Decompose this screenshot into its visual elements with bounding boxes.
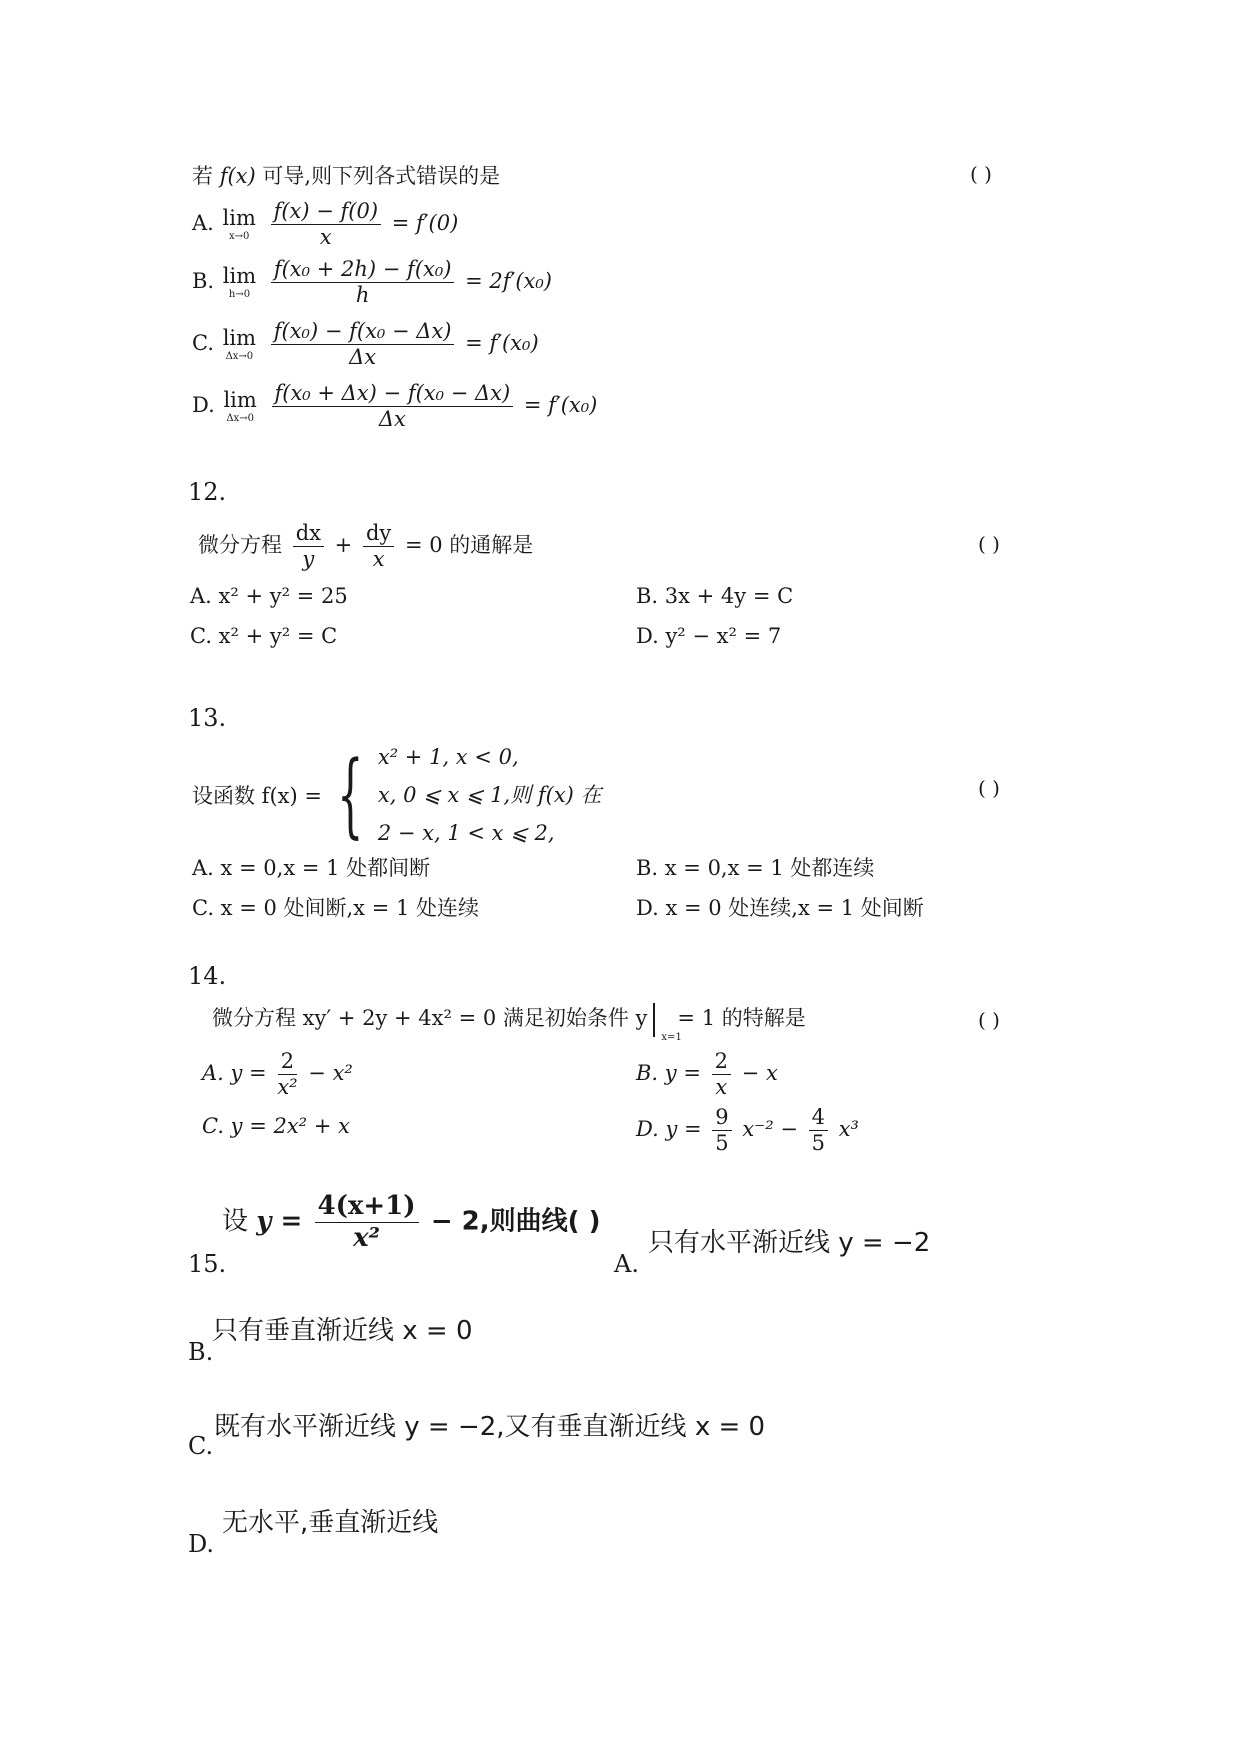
numerator: 2 <box>278 1050 297 1075</box>
q11-stem <box>192 160 500 190</box>
q12-option-c[interactable]: C. x² + y² = C <box>190 624 338 648</box>
q15-option-c-label[interactable]: C. <box>188 1432 214 1460</box>
rhs: = f′(x₀) <box>523 393 598 418</box>
q15-option-c-text[interactable]: 既有水平渐近线 y = −2,又有垂直渐近线 x = 0 <box>214 1412 766 1442</box>
lim-text: lim <box>223 387 257 412</box>
q15-option-b-label[interactable]: B. <box>188 1338 214 1366</box>
q14-option-c[interactable] <box>202 1114 350 1138</box>
option-text: C. y = 2x² + x <box>202 1114 350 1138</box>
denominator: 5 <box>811 1131 826 1156</box>
limit-operator <box>222 263 257 300</box>
q15-y-eq: y = <box>256 1206 303 1237</box>
q11-option-c[interactable] <box>192 320 539 369</box>
q15-option-a-text[interactable]: 只有水平渐近线 y = −2 <box>648 1228 931 1258</box>
option-rest: x³ <box>838 1117 859 1142</box>
limit-operator <box>222 325 257 362</box>
fraction <box>809 1106 828 1155</box>
q13-option-c[interactable]: C. x = 0 处间断,x = 1 处连续 <box>192 896 479 920</box>
q15-option-a-label[interactable]: A. <box>614 1250 639 1278</box>
q12-option-b[interactable]: B. 3x + 4y = C <box>636 584 794 608</box>
lim-text: lim <box>222 263 257 288</box>
option-label: D. <box>192 393 215 418</box>
q12-stem <box>198 522 533 571</box>
case-row: x² + 1, x < 0, <box>377 745 519 769</box>
option-label: B. y = <box>636 1061 701 1086</box>
plus-sign: + <box>334 533 353 558</box>
numerator: 4(x+1) <box>315 1192 419 1223</box>
q14-option-d[interactable] <box>636 1106 859 1155</box>
q12-number: 12. <box>188 478 227 506</box>
q15-option-b-text[interactable]: 只有垂直渐近线 x = 0 <box>212 1316 473 1346</box>
q11-stem-suffix: 可导,则下列各式错误的是 <box>262 164 501 188</box>
denominator: Δx <box>378 407 406 432</box>
option-label: A. <box>192 211 214 236</box>
q15-stem-prefix: 设 <box>222 1206 249 1237</box>
fraction <box>271 200 381 249</box>
q14-stem-prefix: 微分方程 xy′ + 2y + 4x² = 0 满足初始条件 y <box>212 1006 648 1030</box>
numerator: f(x₀ + 2h) − f(x₀) <box>271 258 455 283</box>
fraction <box>277 1050 297 1099</box>
q13-stem <box>192 738 602 852</box>
denominator: Δx <box>349 345 377 370</box>
rhs: = f′(0) <box>391 211 459 236</box>
q15-number: 15. <box>188 1250 227 1278</box>
numerator: f(x₀) − f(x₀ − Δx) <box>271 320 455 345</box>
q11-option-d[interactable] <box>192 382 597 431</box>
q11-stem-fx: f(x) <box>219 164 256 188</box>
numerator: 2 <box>712 1050 731 1075</box>
numerator: 9 <box>712 1106 731 1131</box>
piecewise-cases <box>378 738 602 852</box>
denominator: x <box>319 225 332 250</box>
denominator: h <box>355 283 370 308</box>
q13-stem-prefix: 设函数 f(x) = <box>192 784 322 808</box>
q11-answer-paren: ( ) <box>970 162 992 186</box>
denominator: x² <box>277 1075 298 1100</box>
q12-answer-paren: ( ) <box>978 532 1000 556</box>
option-mid: x⁻² − <box>742 1117 798 1142</box>
lim-subscript: Δx→0 <box>225 350 254 362</box>
q15-option-d-label[interactable]: D. <box>188 1530 215 1558</box>
q14-option-b[interactable] <box>636 1050 778 1099</box>
numerator: 4 <box>809 1106 828 1131</box>
q12-stem-prefix: 微分方程 <box>198 533 282 558</box>
option-label: B. <box>192 269 215 294</box>
fraction <box>315 1192 419 1252</box>
fraction <box>272 382 514 431</box>
q14-stem <box>212 1002 806 1043</box>
q13-answer-paren: ( ) <box>978 776 1000 800</box>
option-label: A. y = <box>202 1061 267 1086</box>
q15-stem <box>222 1192 600 1252</box>
q13-option-d[interactable]: D. x = 0 处连续,x = 1 处间断 <box>636 896 924 920</box>
lim-subscript: h→0 <box>228 288 251 300</box>
q13-option-a[interactable]: A. x = 0,x = 1 处都间断 <box>192 856 431 880</box>
fraction <box>712 1050 731 1099</box>
q13-number: 13. <box>188 704 227 732</box>
q11-option-b[interactable] <box>192 258 552 307</box>
q15-option-d-text[interactable]: 无水平,垂直渐近线 <box>222 1508 439 1538</box>
option-rest: − x <box>741 1061 778 1086</box>
fraction <box>293 522 324 571</box>
denominator: x² <box>353 1222 380 1253</box>
rhs: = 2f′(x₀) <box>465 269 552 294</box>
rhs: = f′(x₀) <box>465 331 539 356</box>
q12-stem-suffix: = 0 的通解是 <box>404 533 534 558</box>
q13-option-b[interactable]: B. x = 0,x = 1 处都连续 <box>636 856 875 880</box>
lim-text: lim <box>222 205 256 230</box>
numerator: dy <box>363 522 394 547</box>
fraction <box>363 522 394 571</box>
lim-subscript: Δx→0 <box>226 412 254 424</box>
denominator: x <box>372 547 385 572</box>
q14-stem-suffix: = 1 的特解是 <box>677 1006 806 1030</box>
q15-stem-suffix: − 2,则曲线( ) <box>430 1206 601 1237</box>
denominator: y <box>302 547 315 572</box>
case-row: 2 − x, 1 < x ⩽ 2, <box>377 821 555 845</box>
evaluation-bar <box>653 1003 682 1043</box>
denominator: 5 <box>715 1131 729 1156</box>
fraction <box>271 258 455 307</box>
q12-option-a[interactable]: A. x² + y² = 25 <box>190 584 348 608</box>
evaluation-subscript: x=1 <box>661 1031 682 1043</box>
fraction <box>271 320 455 369</box>
lim-text: lim <box>222 325 257 350</box>
numerator: f(x) − f(0) <box>271 200 381 225</box>
numerator: dx <box>293 522 324 547</box>
q14-answer-paren: ( ) <box>978 1008 1000 1032</box>
fraction <box>712 1106 731 1155</box>
q11-stem-prefix: 若 <box>192 164 213 188</box>
option-rest: − x² <box>308 1061 353 1086</box>
option-label: D. y = <box>636 1117 702 1142</box>
option-label: C. <box>192 331 214 356</box>
q14-option-a[interactable] <box>202 1050 353 1099</box>
q12-option-d[interactable]: D. y² − x² = 7 <box>636 624 782 648</box>
lim-subscript: x→0 <box>229 230 250 242</box>
case-row: x, 0 ⩽ x ⩽ 1,则 f(x) 在 <box>377 783 602 807</box>
numerator: f(x₀ + Δx) − f(x₀ − Δx) <box>272 382 514 407</box>
q14-number: 14. <box>188 962 227 990</box>
left-brace-icon: { <box>336 741 364 848</box>
q11-option-a[interactable] <box>192 200 458 249</box>
denominator: x <box>715 1075 728 1100</box>
limit-operator <box>222 205 256 242</box>
limit-operator <box>223 387 257 424</box>
